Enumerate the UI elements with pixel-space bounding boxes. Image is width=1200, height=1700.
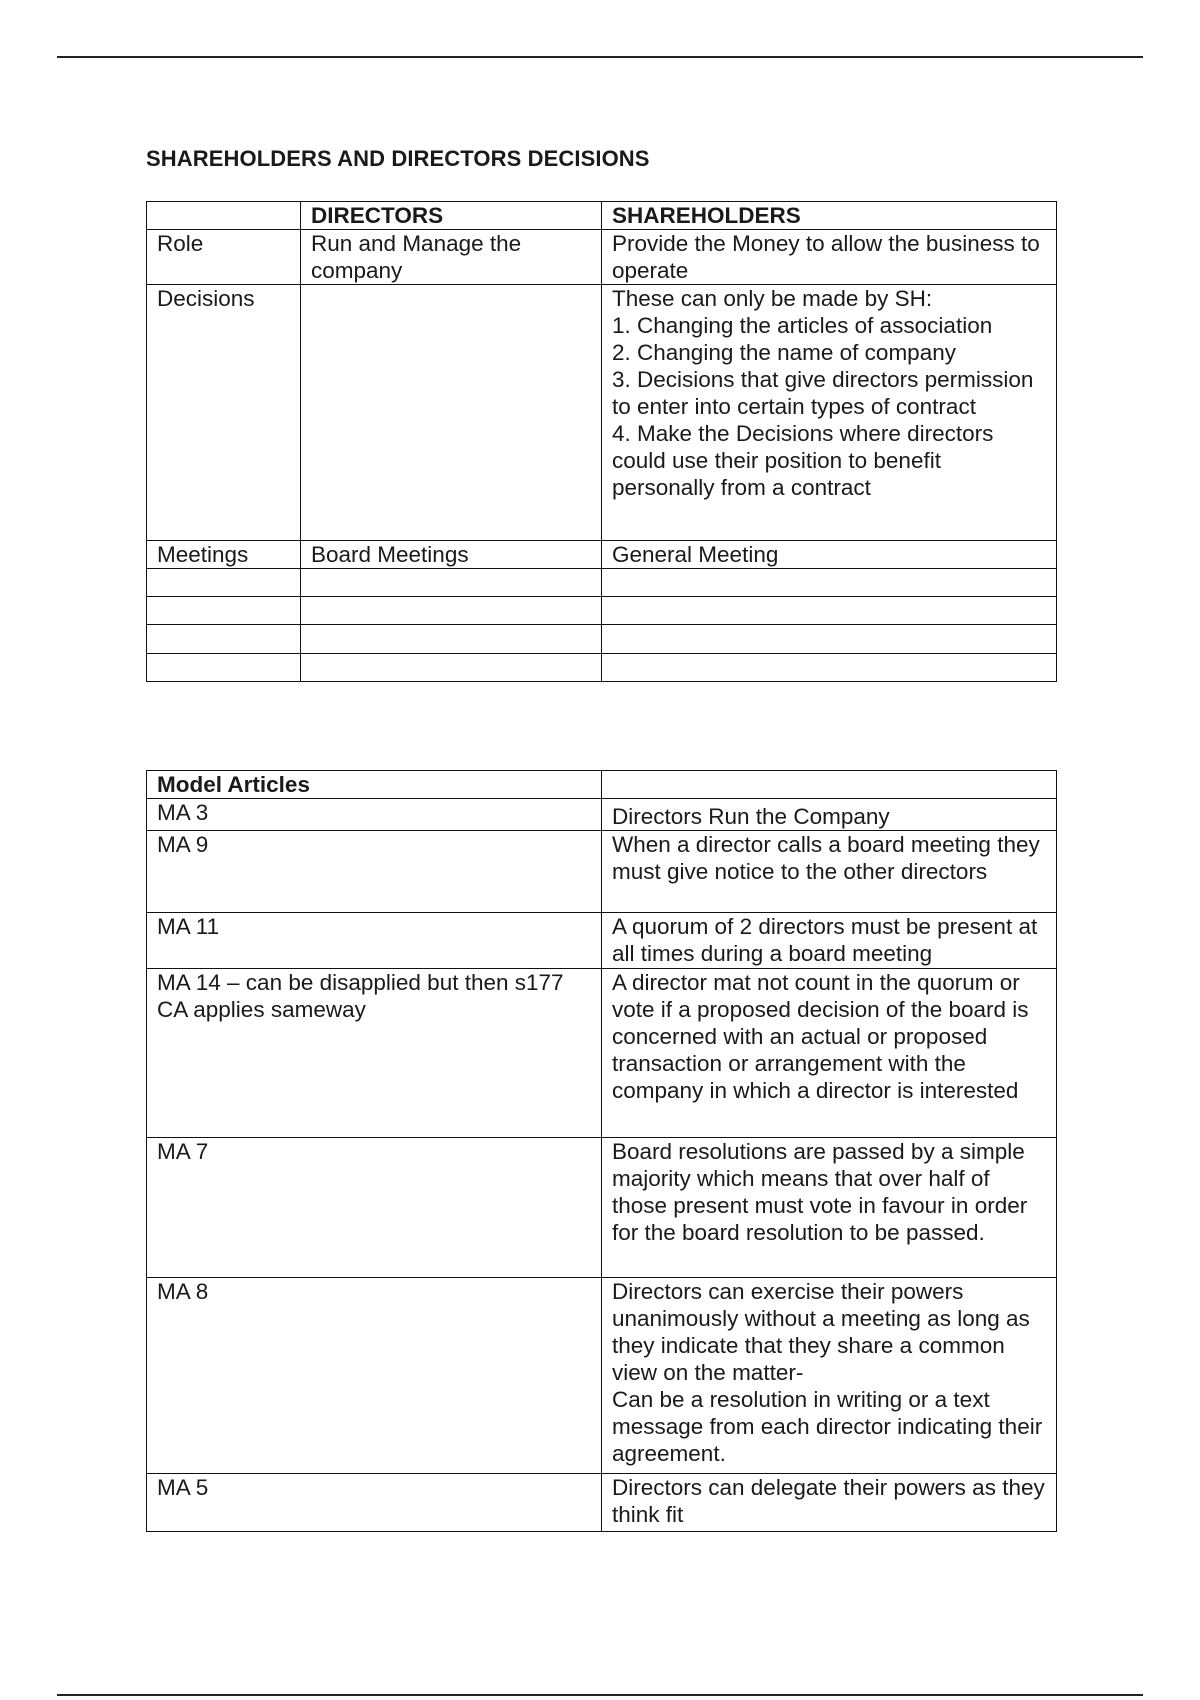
empty-table-row	[147, 569, 1057, 597]
description-cell	[602, 1138, 1057, 1278]
page-bottom-rule	[57, 1694, 1143, 1696]
cell-line: Board resolutions are passed by a simple majority which means that over half of those present must vote in favour in order for the board resolution to be passed.	[612, 1139, 1028, 1245]
empty-cell	[147, 597, 301, 625]
row-label: Decisions	[147, 285, 301, 541]
table-row	[147, 285, 1057, 541]
cell-line: Directors can exercise their powers unanimously without a meeting as long as they indicate that they share a common view on the matter-	[612, 1279, 1030, 1385]
description-cell	[602, 799, 1057, 831]
article-cell: MA 5	[147, 1474, 602, 1532]
table-row	[147, 831, 1057, 913]
description-cell	[602, 969, 1057, 1138]
empty-cell	[301, 625, 602, 654]
cell-line: Can be a resolution in writing or a text message from each director indicating their agreement.	[612, 1387, 1043, 1466]
table-row	[147, 913, 1057, 969]
page-top-rule	[57, 56, 1143, 58]
table-header-row	[147, 202, 1057, 230]
cell-line: 3. Decisions that give directors permission to enter into certain types of contract	[612, 367, 1034, 419]
directors-cell: Board Meetings	[301, 541, 602, 569]
table-row	[147, 230, 1057, 285]
empty-cell	[602, 654, 1057, 682]
cell-line: These can only be made by SH:	[612, 286, 933, 311]
empty-cell	[602, 625, 1057, 654]
header-cell-shareholders: SHAREHOLDERS	[602, 202, 1057, 230]
table-row	[147, 1474, 1057, 1532]
article-cell: MA 11	[147, 913, 602, 969]
article-cell: MA 9	[147, 831, 602, 913]
shareholders-cell	[602, 285, 1057, 541]
table-row	[147, 541, 1057, 569]
empty-cell	[301, 569, 602, 597]
header-cell-model-articles: Model Articles	[147, 771, 602, 799]
shareholders-cell	[602, 541, 1057, 569]
cell-line: Provide the Money to allow the business to operate	[612, 231, 1040, 283]
table-header-row	[147, 771, 1057, 799]
table-row	[147, 799, 1057, 831]
article-cell: MA 14 – can be disapplied but then s177 CA applies sameway	[147, 969, 602, 1138]
table-row	[147, 1278, 1057, 1474]
table-row	[147, 969, 1057, 1138]
empty-table-row	[147, 654, 1057, 682]
empty-table-row	[147, 597, 1057, 625]
article-cell: MA 3	[147, 799, 602, 831]
shareholders-cell	[602, 230, 1057, 285]
decisions-table	[146, 201, 1057, 682]
cell-line: A quorum of 2 directors must be present at all times during a board meeting	[612, 914, 1038, 966]
empty-cell	[301, 597, 602, 625]
empty-cell	[147, 654, 301, 682]
description-cell	[602, 1474, 1057, 1532]
description-cell	[602, 1278, 1057, 1474]
cell-line: 2. Changing the name of company	[612, 340, 956, 365]
cell-line: When a director calls a board meeting they must give notice to the other directors	[612, 832, 1040, 884]
row-label: Meetings	[147, 541, 301, 569]
empty-table-row	[147, 625, 1057, 654]
empty-cell	[602, 597, 1057, 625]
header-cell-directors: DIRECTORS	[301, 202, 602, 230]
model-articles-table	[146, 770, 1057, 1532]
cell-line: A director mat not count in the quorum or vote if a proposed decision of the board is concerned with an actual or proposed transaction or arrangement with the company in which a director is interested	[612, 970, 1029, 1103]
cell-line: 4. Make the Decisions where directors could use their position to benefit personally from a contract	[612, 421, 994, 500]
cell-line: General Meeting	[612, 542, 779, 567]
directors-cell	[301, 285, 602, 541]
cell-line: Directors can delegate their powers as they think fit	[612, 1475, 1045, 1527]
empty-cell	[147, 569, 301, 597]
cell-line: 1. Changing the articles of association	[612, 313, 993, 338]
description-cell	[602, 831, 1057, 913]
header-cell-empty	[602, 771, 1057, 799]
directors-cell: Run and Manage the company	[301, 230, 602, 285]
article-cell: MA 8	[147, 1278, 602, 1474]
header-cell-empty	[147, 202, 301, 230]
cell-line: Directors Run the Company	[612, 804, 890, 829]
table-row	[147, 1138, 1057, 1278]
empty-cell	[147, 625, 301, 654]
empty-cell	[301, 654, 602, 682]
description-cell	[602, 913, 1057, 969]
row-label: Role	[147, 230, 301, 285]
document-title: SHAREHOLDERS AND DIRECTORS DECISIONS	[146, 146, 650, 171]
empty-cell	[602, 569, 1057, 597]
article-cell: MA 7	[147, 1138, 602, 1278]
